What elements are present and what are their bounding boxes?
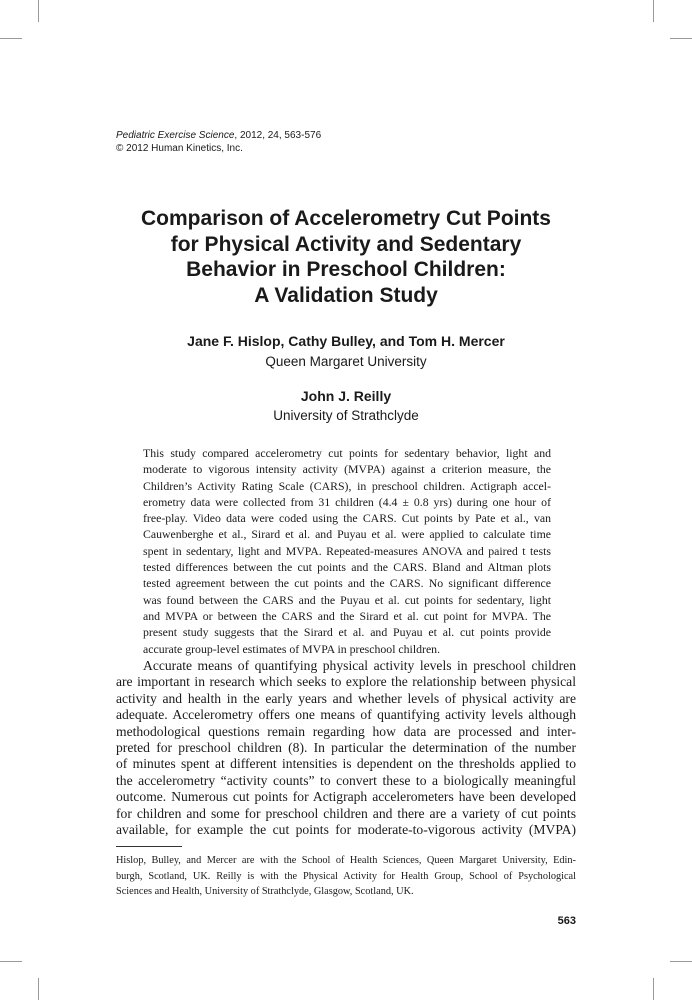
title-line: for Physical Activity and Sedentary xyxy=(170,232,522,256)
abstract-line: Cauwenberghe et al., Sirard et al. and Puyau et al. were applied to calculate time xyxy=(143,527,551,542)
affiliation-1: Queen Margaret University xyxy=(265,354,427,369)
abstract-line: tested agreement between the cut points and the CARS. No significant difference xyxy=(143,576,551,591)
footnote-line: Sciences and Health, University of Strathclyde, Glasgow, Scotland, UK. xyxy=(116,886,414,897)
abstract-line: This study compared accelerometry cut points for sedentary behavior, light and xyxy=(143,446,551,460)
body-line: adequate. Accelerometry offers one means of quantifying activity levels although xyxy=(116,707,576,723)
journal-name: Pediatric Exercise Science xyxy=(116,130,235,141)
body-line: activity and health in the early years and whether levels of physical activity are xyxy=(116,690,576,706)
title-line: Comparison of Accelerometry Cut Points xyxy=(141,207,551,230)
article-title xyxy=(60,206,632,308)
body-line: are important in research which seeks to explore the relationship between physical xyxy=(116,674,576,690)
body-line: preted for preschool children (8). In particular the determination of the number xyxy=(116,740,576,756)
crop-mark-bottom-left-v xyxy=(38,978,39,1000)
authors-group-2: John J. Reilly xyxy=(300,388,392,404)
footnote-line: burgh, Scotland, UK. Reilly is with the Physical Activity for Health Group, School of Psychological xyxy=(116,870,576,882)
title-line: A Validation Study xyxy=(254,283,438,307)
citation-line xyxy=(116,129,321,142)
copyright-line: © 2012 Human Kinetics, Inc. xyxy=(116,143,243,154)
crop-mark-bottom-right-v xyxy=(653,978,654,1000)
journal-citation: , 2012, 24, 563-576 xyxy=(234,130,322,141)
crop-mark-top-right-h xyxy=(670,38,692,39)
body-line: the accelerometry “activity counts” to convert these to a biologically meaningful xyxy=(116,772,576,788)
body-line: outcome. Numerous cut points for Actigraph accelerometers have been developed xyxy=(116,789,576,805)
abstract-line: present study suggests that the Sirard et al. and Puyau et al. cut points provide xyxy=(143,625,551,640)
abstract-line: free-play. Video data were coded using the CARS. Cut points by Pate et al., van xyxy=(143,511,551,526)
abstract-line: and MVPA or between the CARS and the Sirard et al. cut point for MVPA. The xyxy=(143,608,551,623)
body-line: Accurate means of quantifying physical activity levels in preschool children xyxy=(143,658,576,673)
abstract-line: Children’s Activity Rating Scale (CARS), in preschool children. Actigraph accel- xyxy=(143,478,551,493)
crop-mark-top-left-v xyxy=(38,0,39,22)
abstract-line: moderate to vigorous intensity activity (MVPA) against a criterion measure, the xyxy=(143,462,551,477)
abstract-line: spent in sedentary, light and MVPA. Repeated-measures ANOVA and paired t tests xyxy=(143,543,551,558)
abstract-line: erometry data were collected from 31 children (4.4 ± 0.8 yrs) during one hour of xyxy=(143,494,551,509)
title-line: Behavior in Preschool Children: xyxy=(186,258,506,281)
crop-mark-bottom-right-h xyxy=(670,961,692,962)
body-line: methodological questions remain regarding how data are processed and inter- xyxy=(116,723,576,739)
crop-mark-top-left-h xyxy=(0,38,22,39)
running-header xyxy=(116,129,321,155)
crop-mark-top-right-v xyxy=(653,0,654,22)
footnote-line: Hislop, Bulley, and Mercer are with the School of Health Sciences, Queen Margaret University, Edin- xyxy=(116,855,576,866)
crop-mark-bottom-left-h xyxy=(0,961,22,962)
body-line: available, for example the cut points for moderate-to-vigorous activity (MVPA) xyxy=(116,822,576,838)
abstract xyxy=(143,445,551,657)
abstract-line: tested differences between the cut points and the CARS. Bland and Altman plots xyxy=(143,560,551,575)
affiliation-2: University of Strathclyde xyxy=(273,408,419,423)
body-line: of minutes spent at different intensities is dependent on the thresholds applied to xyxy=(116,756,576,772)
body-paragraph xyxy=(116,658,576,838)
footnote-rule xyxy=(116,846,182,847)
authors-group-1: Jane F. Hislop, Cathy Bulley, and Tom H. Mercer xyxy=(187,333,505,349)
page-number: 563 xyxy=(557,915,576,927)
abstract-line: accurate group-level estimates of MVPA in preschool children. xyxy=(143,641,441,656)
body-line: for children and some for preschool children and there are a variety of cut points xyxy=(116,805,576,821)
author-footnote xyxy=(116,853,576,900)
abstract-line: was found between the CARS and the Puyau et al. cut points for sedentary, light xyxy=(143,592,551,607)
